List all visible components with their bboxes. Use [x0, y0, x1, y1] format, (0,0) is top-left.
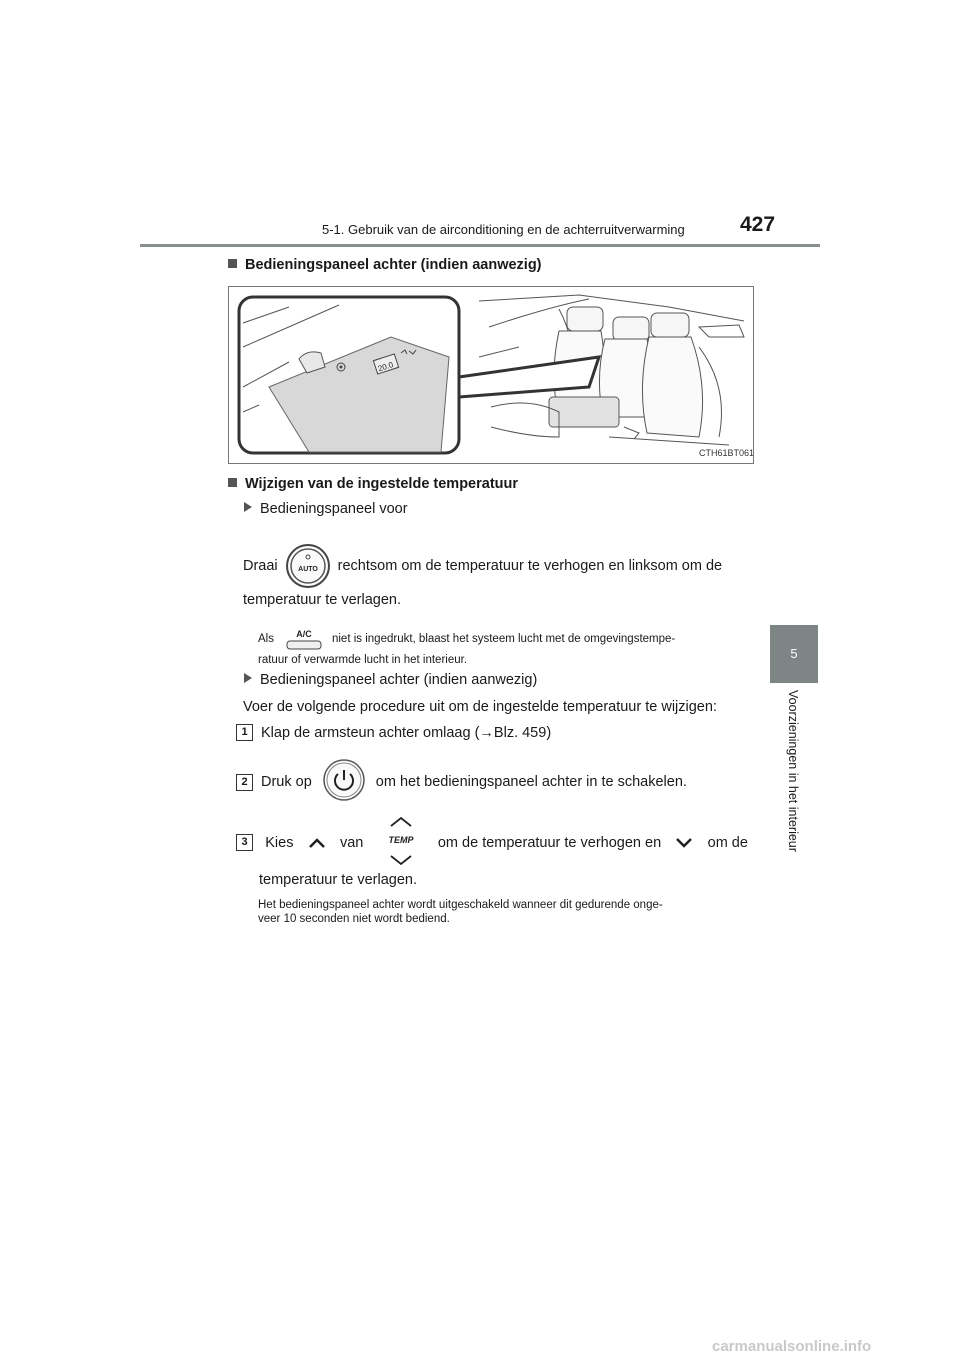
- paragraph-turn-knob-cont: temperatuur te verlagen.: [243, 592, 401, 608]
- subheading-rear-panel: Bedieningspaneel achter (indien aanwezig): [244, 672, 537, 688]
- procedure-intro: Voer de volgende procedure uit om de ingestelde temperatuur te wijzigen:: [243, 699, 717, 715]
- page-number: 427: [740, 213, 776, 236]
- step-2: 2 Druk op om het bedieningspaneel achter in te schakelen.: [236, 758, 687, 806]
- note-auto-off-line2: veer 10 seconden niet wordt bediend.: [258, 913, 450, 925]
- step-number-badge: 3: [236, 834, 253, 851]
- svg-text:A/C: A/C: [296, 629, 312, 639]
- triangle-bullet-icon: [244, 502, 252, 512]
- step-number-badge: 1: [236, 724, 253, 741]
- heading-text: Wijzigen van de ingestelde temperatuur: [245, 476, 519, 492]
- chevron-down-icon: [673, 836, 695, 850]
- temp-switch-icon: [376, 836, 426, 850]
- running-header: 5-1. Gebruik van de airconditioning en de achterruitverwarming: [322, 222, 685, 237]
- chapter-tab[interactable]: 5: [770, 625, 818, 683]
- rear-seat-drawing: [229, 287, 753, 463]
- section-heading-change-temp: [228, 476, 518, 492]
- note-ac-cont: ratuur of verwarmde lucht in het interieur.: [258, 654, 468, 666]
- ac-button-icon: [284, 628, 322, 650]
- note-auto-off-line1: Het bedieningspaneel achter wordt uitgeschakeld wanneer dit gedurende onge-: [258, 899, 663, 911]
- chapter-label: Voorzieningen in het interieur: [786, 690, 800, 852]
- rear-panel-illustration: [228, 286, 754, 464]
- svg-text:AUTO: AUTO: [297, 566, 318, 573]
- step-number-badge: 2: [236, 774, 253, 791]
- chevron-up-icon: [306, 836, 328, 850]
- panel-temperature-display: 20.0: [376, 360, 395, 374]
- heading-text: Bedieningspaneel achter (indien aanwezig): [245, 257, 542, 273]
- triangle-bullet-icon: [244, 673, 252, 683]
- watermark: carmanualsonline.info: [712, 1338, 872, 1355]
- square-bullet-icon: [228, 478, 237, 487]
- auto-knob-icon: [286, 544, 330, 588]
- figure-code: CTH61BT061: [699, 448, 753, 458]
- step-3: 3 Kies van TEMP om de temperatuur te verhogen en om de: [236, 812, 748, 868]
- subheading-front-panel: Bedieningspaneel voor: [244, 501, 408, 517]
- header-rule: [140, 244, 820, 247]
- section-heading-rear-panel: [228, 257, 542, 273]
- square-bullet-icon: [228, 259, 237, 268]
- svg-text:TEMP: TEMP: [388, 834, 414, 845]
- step-1: 1 Klap de armsteun achter omlaag (→Blz. 459): [236, 724, 551, 741]
- step-3-cont: temperatuur te verlagen.: [259, 872, 417, 888]
- paragraph-turn-knob: Draai AUTO rechtsom om de temperatuur te verhogen en linksom om de: [243, 544, 748, 588]
- power-button-icon: [322, 758, 366, 806]
- note-ac: Als A/C niet is ingedrukt, blaast het systeem lucht met de omgevingstempe-: [258, 628, 748, 650]
